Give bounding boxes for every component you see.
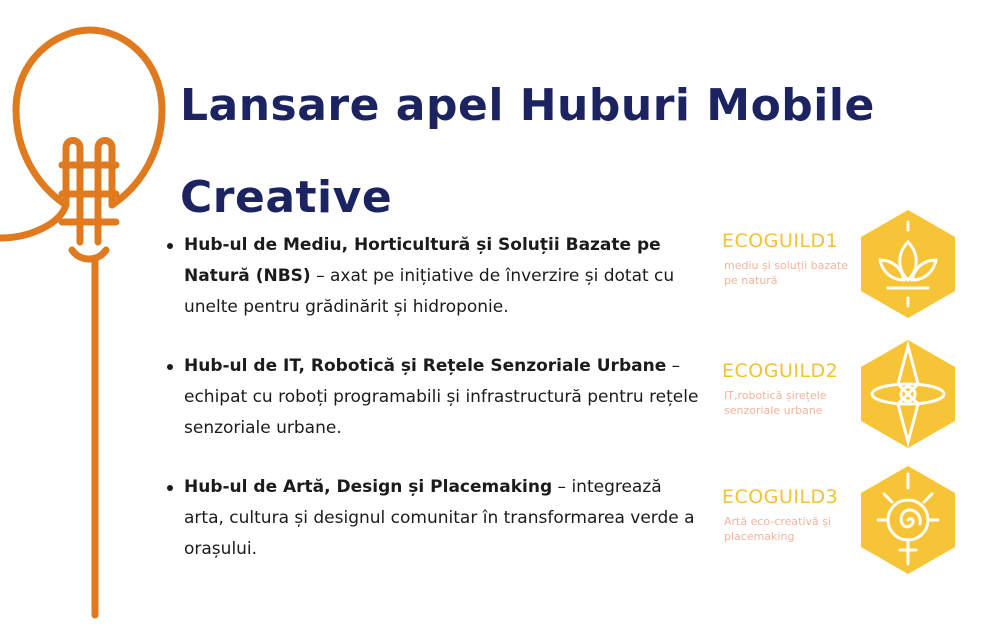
guild-name: ECOGUILD1 [722, 230, 839, 252]
sun-spiral-icon [858, 464, 958, 576]
hub-description: – echipat cu roboți programabili și infrastructură pentru rețele senzoriale urbane. [184, 356, 699, 438]
hub-item-environment [162, 230, 702, 323]
hub-description: – axat pe inițiative de înverzire și dotat cu unelte pentru grădinărit și hidroponie. [184, 266, 675, 317]
guild-name: ECOGUILD2 [722, 360, 839, 382]
leaf-icon [858, 208, 958, 320]
orbit-icon [858, 338, 958, 450]
ecoguild-badge-1 [722, 208, 984, 326]
hub-item-it-robotics [162, 351, 702, 444]
hub-title: Hub-ul de IT, Robotică și Rețele Senzoriale Urbane [184, 356, 667, 376]
ecoguild-badge-2 [722, 338, 984, 456]
hub-title: Hub-ul de Artă, Design și Placemaking [184, 477, 553, 497]
guild-description: IT,robotică șirețele senzoriale urbane [724, 389, 827, 417]
ecoguild-badge-3 [722, 464, 984, 582]
hub-item-art-design [162, 472, 702, 565]
guild-description: Artă eco-creativă și placemaking [724, 515, 832, 543]
guild-name: ECOGUILD3 [722, 486, 839, 508]
hub-description: – integrează arta, cultura și designul comunitar în transformarea verde a orașului. [184, 477, 695, 559]
lightbulb-icon [0, 0, 170, 642]
hub-title: Hub-ul de Mediu, Horticultură și Soluții Bazate pe Natură (NBS) [184, 235, 661, 286]
hub-list [162, 230, 702, 593]
page-title: Lansare apel Huburi Mobile Creative [180, 80, 875, 223]
guild-description: mediu și soluții bazate pe natură [724, 259, 849, 287]
